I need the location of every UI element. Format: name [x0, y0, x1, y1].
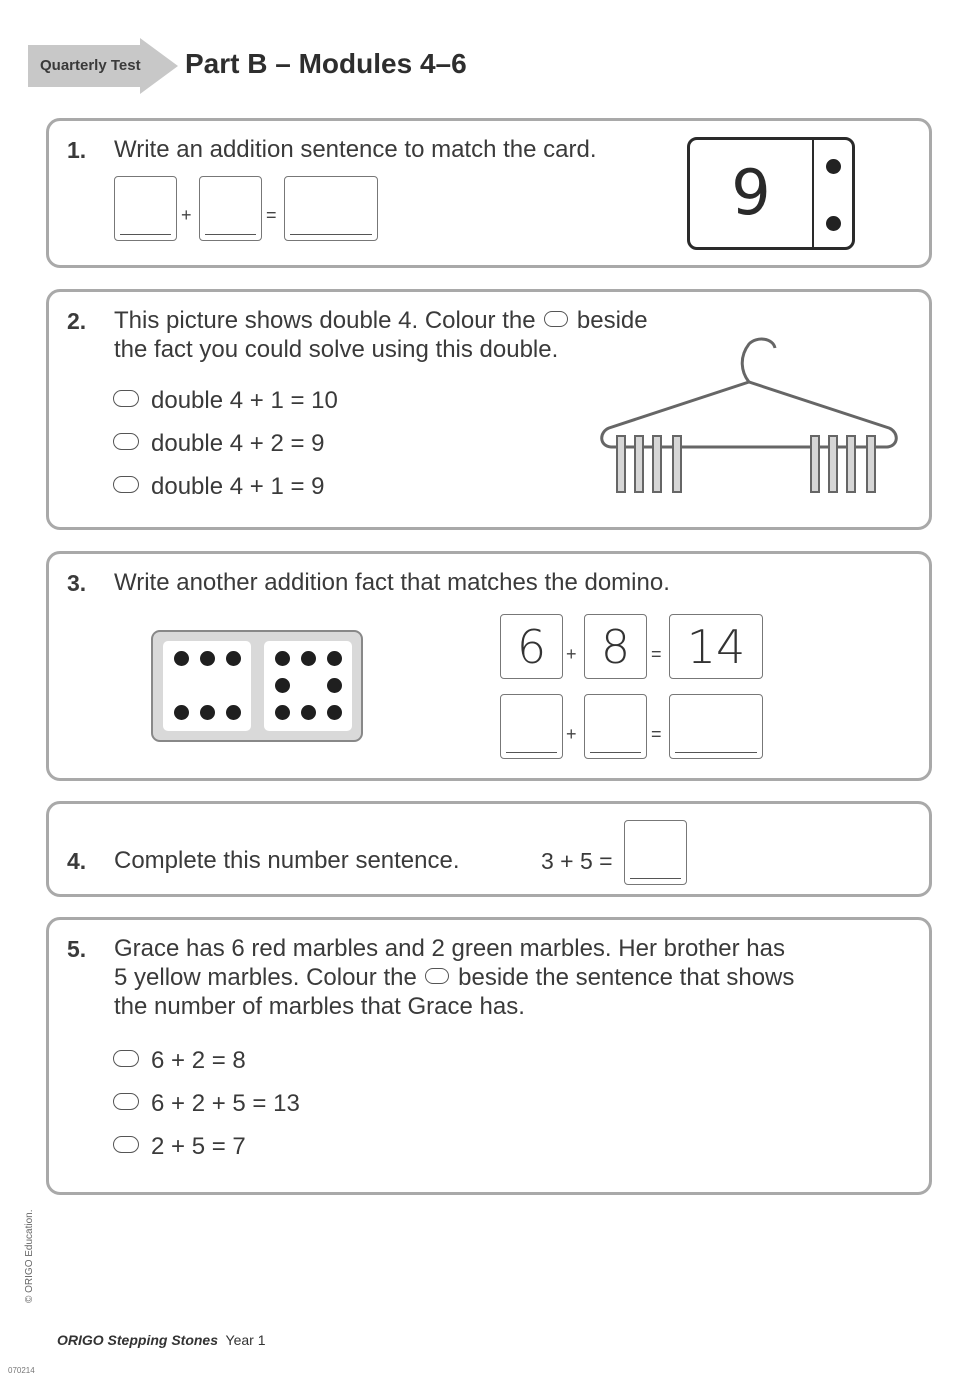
question-text-part-1: This picture shows double 4. Colour the: [114, 307, 536, 334]
equals-sign: =: [266, 205, 277, 225]
answer-box-sum[interactable]: [669, 694, 763, 759]
bubble-icon: [544, 311, 568, 327]
option-3[interactable]: [113, 473, 324, 501]
question-4: [46, 801, 932, 897]
domino-pip: [301, 651, 316, 666]
answer-bubble[interactable]: [113, 476, 139, 493]
question-text: Write an addition sentence to match the card.: [114, 136, 597, 163]
domino-pip: [174, 651, 189, 666]
peg-group-left: [617, 436, 681, 492]
plus-sign: +: [181, 205, 192, 225]
answer-bubble[interactable]: [113, 1093, 139, 1110]
domino-pip: [174, 705, 189, 720]
page-code: 070214: [8, 1366, 35, 1375]
answer-bubble[interactable]: [113, 1136, 139, 1153]
domino: [151, 630, 363, 742]
answer-box-addend-2[interactable]: [199, 176, 262, 241]
question-number: 3.: [67, 570, 87, 596]
example-sum: 14: [669, 614, 763, 679]
option-label: double 4 + 2 = 9: [151, 430, 325, 457]
number-sentence: 3 + 5 =: [541, 848, 613, 874]
equals-sign: =: [651, 724, 662, 744]
card-divider: [812, 140, 814, 247]
equals-sign: =: [651, 644, 662, 664]
domino-pip: [327, 678, 342, 693]
card-dot: [826, 159, 841, 174]
domino-pip: [327, 705, 342, 720]
domino-pip: [226, 651, 241, 666]
copyright-notice: © ORIGO Education.: [24, 1209, 35, 1303]
answer-bubble[interactable]: [113, 390, 139, 407]
domino-pip: [226, 705, 241, 720]
answer-bubble[interactable]: [113, 1050, 139, 1067]
question-3: [46, 551, 932, 781]
question-text-line-2: the fact you could solve using this double.: [114, 336, 559, 363]
plus-sign: +: [566, 644, 577, 664]
domino-right-half: [264, 641, 352, 731]
option-label: 6 + 2 + 5 = 13: [151, 1090, 300, 1117]
domino-pip: [200, 651, 215, 666]
hanger-with-pegs-picture: [597, 332, 901, 502]
question-5: [46, 917, 932, 1195]
answer-box-addend-2[interactable]: [584, 694, 647, 759]
quarterly-test-tag: [28, 38, 178, 94]
question-text-part-2: beside: [576, 307, 648, 334]
question-1: [46, 118, 932, 268]
domino-pip: [275, 705, 290, 720]
question-text-line-3: the number of marbles that Grace has.: [114, 993, 525, 1020]
question-text: Write another addition fact that matches the domino.: [114, 569, 670, 596]
plus-sign: +: [566, 724, 577, 744]
domino-pip: [275, 651, 290, 666]
option-1[interactable]: [113, 387, 338, 415]
card-dot: [826, 216, 841, 231]
card-number: 9: [731, 156, 771, 229]
question-text: [114, 306, 648, 364]
question-number: 5.: [67, 936, 87, 962]
domino-pip: [327, 651, 342, 666]
option-label: 2 + 5 = 7: [151, 1133, 246, 1160]
example-addend-2: 8: [584, 614, 647, 679]
year-level: Year 1: [225, 1332, 266, 1348]
option-label: 6 + 2 = 8: [151, 1047, 246, 1074]
domino-left-half: [163, 641, 251, 731]
page-title: Part B – Modules 4–6: [185, 48, 467, 79]
option-1[interactable]: [113, 1047, 246, 1075]
domino-pip: [275, 678, 290, 693]
question-2: [46, 289, 932, 530]
example-addend-1: 6: [500, 614, 563, 679]
answer-box-addend-1[interactable]: [114, 176, 177, 241]
question-text: [114, 934, 794, 1021]
option-2[interactable]: [113, 430, 324, 458]
brand-name: ORIGO Stepping Stones: [57, 1332, 219, 1348]
question-number: 4.: [67, 848, 87, 874]
answer-box[interactable]: [624, 820, 687, 885]
number-dot-card: [687, 137, 855, 250]
question-text: Complete this number sentence.: [114, 847, 460, 874]
peg-group-right: [811, 436, 875, 492]
answer-box-sum[interactable]: [284, 176, 378, 241]
option-label: double 4 + 1 = 9: [151, 473, 325, 500]
footer-brand: [57, 1332, 266, 1348]
question-text-line-2a: 5 yellow marbles. Colour the: [114, 964, 417, 991]
answer-bubble[interactable]: [113, 433, 139, 450]
tag-label: Quarterly Test: [40, 57, 141, 74]
domino-pip: [301, 705, 316, 720]
option-3[interactable]: [113, 1133, 246, 1161]
question-number: 1.: [67, 137, 87, 163]
option-label: double 4 + 1 = 10: [151, 387, 338, 414]
question-text-line-2b: beside the sentence that shows: [458, 964, 795, 991]
answer-box-addend-1[interactable]: [500, 694, 563, 759]
domino-pip: [200, 705, 215, 720]
question-text-line-1: Grace has 6 red marbles and 2 green marbles. Her brother has: [114, 935, 786, 962]
option-2[interactable]: [113, 1090, 300, 1118]
bubble-icon: [425, 968, 449, 984]
question-number: 2.: [67, 308, 87, 334]
